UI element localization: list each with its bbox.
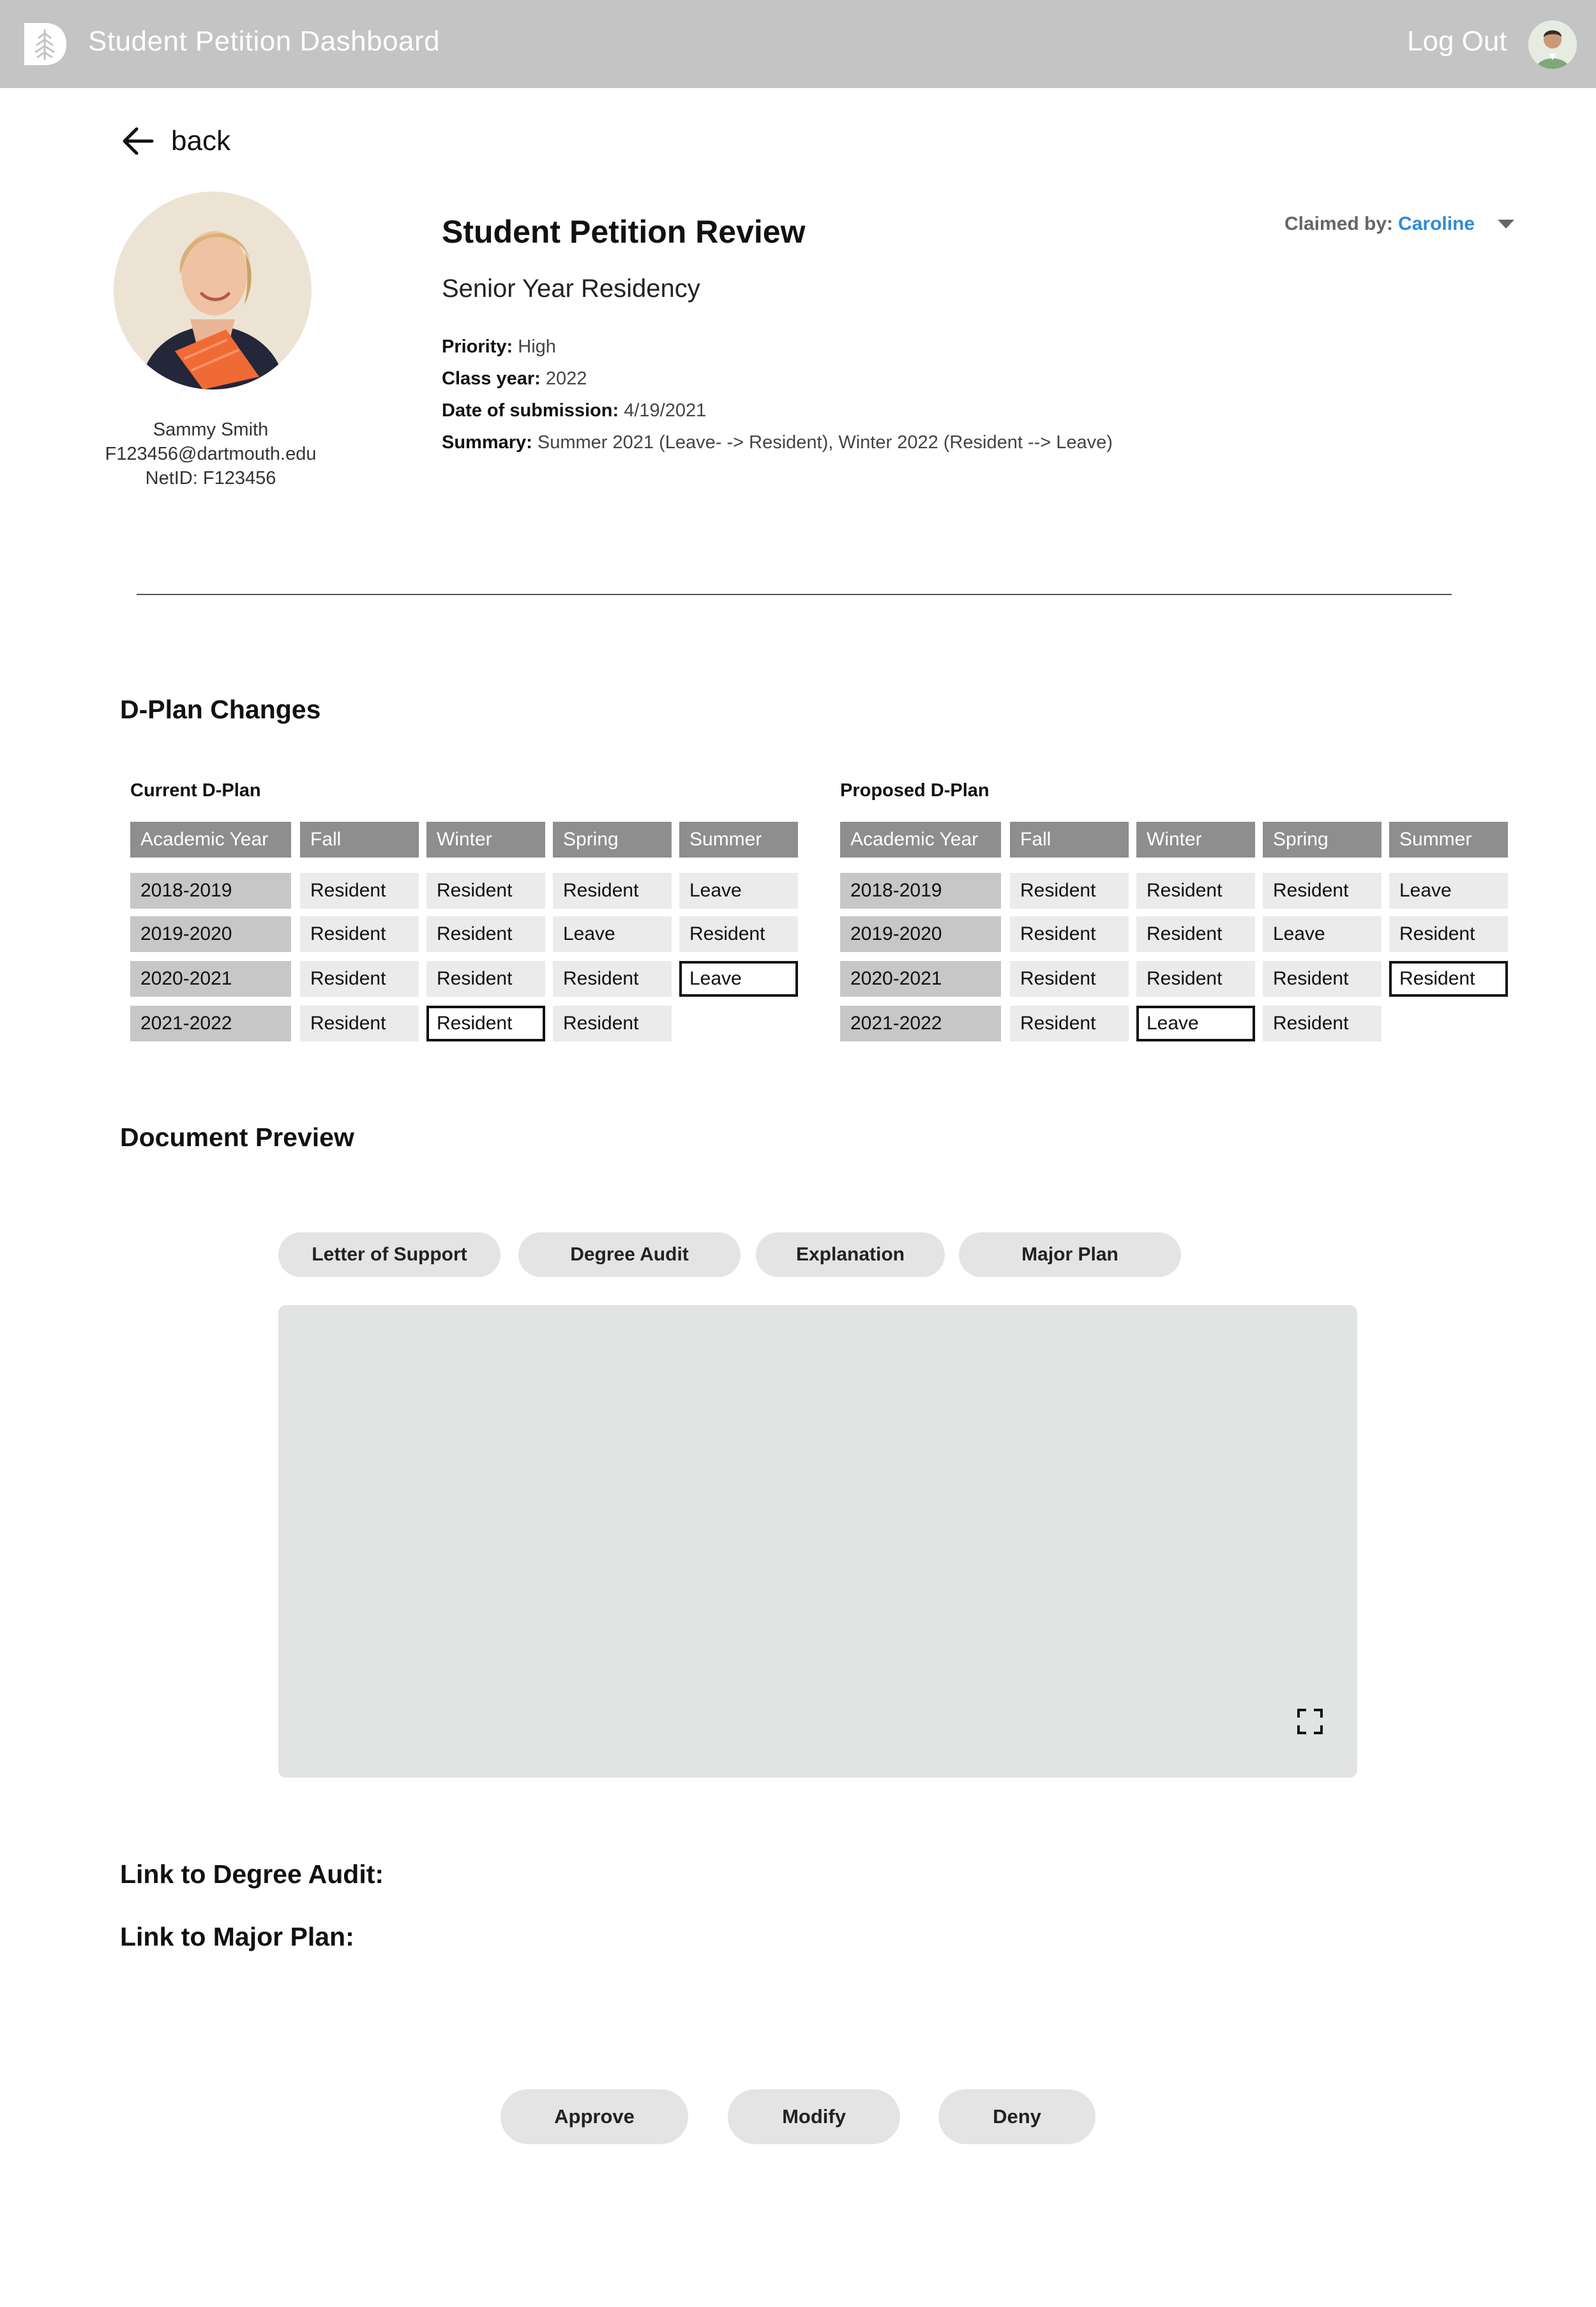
- document-preview-pane[interactable]: [278, 1305, 1357, 1778]
- priority-label: Priority:: [442, 337, 513, 357]
- proposed-dplan-term-cell: Resident: [1389, 916, 1508, 952]
- proposed-dplan-header-cell: Winter: [1136, 822, 1255, 858]
- current-dplan-year-cell: 2018-2019: [130, 873, 291, 909]
- submission-date-label: Date of submission:: [442, 400, 619, 421]
- class-year-label: Class year:: [442, 368, 541, 389]
- document-preview-title: Document Preview: [120, 1123, 354, 1152]
- current-dplan-term-cell: Resident: [300, 916, 419, 952]
- proposed-dplan-header-cell: Academic Year: [840, 822, 1001, 858]
- current-dplan-header-cell: Winter: [426, 822, 545, 858]
- app-title: Student Petition Dashboard: [88, 26, 440, 57]
- current-dplan-term-cell: Resident: [300, 961, 419, 997]
- summary-row: [442, 427, 1113, 458]
- current-dplan: [130, 780, 798, 1041]
- modify-button[interactable]: Modify: [728, 2089, 900, 2144]
- student-info: [70, 418, 351, 490]
- proposed-dplan-term-cell: Resident: [1010, 873, 1129, 909]
- student-netid: NetID: F123456: [145, 468, 276, 488]
- proposed-dplan-term-cell: Leave: [1263, 916, 1381, 952]
- proposed-dplan-term-cell: Resident: [1263, 1006, 1381, 1041]
- current-dplan-term-cell: Leave: [679, 961, 798, 997]
- current-dplan-term-cell: Resident: [426, 916, 545, 952]
- current-dplan-header-cell: Academic Year: [130, 822, 291, 858]
- proposed-dplan-term-cell: Resident: [1389, 961, 1508, 997]
- section-divider: [137, 594, 1452, 595]
- user-avatar[interactable]: [1528, 20, 1577, 69]
- dartmouth-logo-icon[interactable]: [23, 22, 68, 66]
- current-dplan-term-cell: Resident: [300, 873, 419, 909]
- current-dplan-year-cell: 2021-2022: [130, 1006, 291, 1041]
- priority-row: [442, 331, 1113, 363]
- current-dplan-year-cell: 2020-2021: [130, 961, 291, 997]
- class-year-row: [442, 363, 1113, 395]
- submission-date-row: [442, 395, 1113, 427]
- tab-letter-of-support[interactable]: Letter of Support: [278, 1232, 501, 1277]
- claimed-by-value[interactable]: Caroline: [1398, 213, 1475, 234]
- approve-button[interactable]: Approve: [501, 2089, 688, 2144]
- student-photo: [114, 192, 312, 390]
- current-dplan-term-cell: Resident: [300, 1006, 419, 1041]
- proposed-dplan-term-cell: Resident: [1010, 1006, 1129, 1041]
- petition-details: [442, 331, 1113, 458]
- current-dplan-term-cell: Leave: [553, 916, 672, 952]
- proposed-dplan-term-cell: Leave: [1389, 873, 1508, 909]
- current-dplan-term-cell: Resident: [679, 916, 798, 952]
- arrow-left-icon: [119, 122, 157, 160]
- current-dplan-term-cell: Resident: [553, 873, 672, 909]
- proposed-dplan-header-cell: Summer: [1389, 822, 1508, 858]
- proposed-dplan-term-cell: Resident: [1263, 873, 1381, 909]
- proposed-dplan-year-cell: 2019-2020: [840, 916, 1001, 952]
- degree-audit-link-label: Link to Degree Audit:: [120, 1859, 384, 1889]
- summary-value: Summer 2021 (Leave- -> Resident), Winter 2022 (Resident --> Leave): [537, 432, 1113, 453]
- back-label: back: [171, 125, 230, 156]
- current-dplan-term-cell: Resident: [553, 961, 672, 997]
- class-year-value: 2022: [545, 368, 587, 389]
- claimed-by-label: Claimed by:: [1284, 213, 1394, 234]
- submission-date-value: 4/19/2021: [624, 400, 707, 421]
- proposed-dplan-term-cell: Resident: [1010, 916, 1129, 952]
- student-name: Sammy Smith: [153, 420, 269, 440]
- top-bar: [0, 0, 1596, 88]
- dplan-section-title: D-Plan Changes: [120, 695, 321, 724]
- proposed-dplan-header-cell: Fall: [1010, 822, 1129, 858]
- page-title: Student Petition Review: [442, 214, 806, 250]
- deny-button[interactable]: Deny: [938, 2089, 1095, 2144]
- proposed-dplan-term-cell: Resident: [1136, 916, 1255, 952]
- summary-label: Summary:: [442, 432, 532, 453]
- proposed-dplan-year-cell: 2021-2022: [840, 1006, 1001, 1041]
- current-dplan-term-cell: Resident: [426, 961, 545, 997]
- current-dplan-term-cell: Resident: [426, 873, 545, 909]
- proposed-dplan-term-cell: Resident: [1136, 961, 1255, 997]
- caret-down-icon[interactable]: [1496, 218, 1516, 230]
- current-dplan-caption: Current D-Plan: [130, 780, 261, 801]
- claimed-by-dropdown[interactable]: [1284, 213, 1516, 235]
- tab-major-plan[interactable]: Major Plan: [959, 1232, 1181, 1277]
- current-dplan-header-cell: Summer: [679, 822, 798, 858]
- fullscreen-icon[interactable]: [1296, 1707, 1324, 1736]
- priority-value: High: [518, 337, 556, 357]
- proposed-dplan-caption: Proposed D-Plan: [840, 780, 990, 801]
- current-dplan-table: [130, 822, 798, 1041]
- current-dplan-term-cell: Leave: [679, 873, 798, 909]
- logout-link[interactable]: Log Out: [1407, 26, 1507, 57]
- current-dplan-term-cell: Resident: [426, 1006, 545, 1041]
- proposed-dplan-header-cell: Spring: [1263, 822, 1381, 858]
- petition-type: Senior Year Residency: [442, 275, 700, 303]
- tab-degree-audit[interactable]: Degree Audit: [518, 1232, 741, 1277]
- proposed-dplan-term-cell: Resident: [1263, 961, 1381, 997]
- current-dplan-term-cell: Resident: [553, 1006, 672, 1041]
- tab-explanation[interactable]: Explanation: [756, 1232, 945, 1277]
- current-dplan-header-cell: Spring: [553, 822, 672, 858]
- major-plan-link-label: Link to Major Plan:: [120, 1922, 354, 1951]
- current-dplan-header-cell: Fall: [300, 822, 419, 858]
- proposed-dplan-year-cell: 2020-2021: [840, 961, 1001, 997]
- student-email: F123456@dartmouth.edu: [105, 444, 317, 464]
- proposed-dplan-term-cell: Resident: [1010, 961, 1129, 997]
- back-button[interactable]: [119, 120, 230, 162]
- proposed-dplan: [840, 780, 1508, 1041]
- proposed-dplan-term-cell: Resident: [1136, 873, 1255, 909]
- current-dplan-year-cell: 2019-2020: [130, 916, 291, 952]
- proposed-dplan-term-cell: Leave: [1136, 1006, 1255, 1041]
- proposed-dplan-year-cell: 2018-2019: [840, 873, 1001, 909]
- proposed-dplan-table: [840, 822, 1508, 1041]
